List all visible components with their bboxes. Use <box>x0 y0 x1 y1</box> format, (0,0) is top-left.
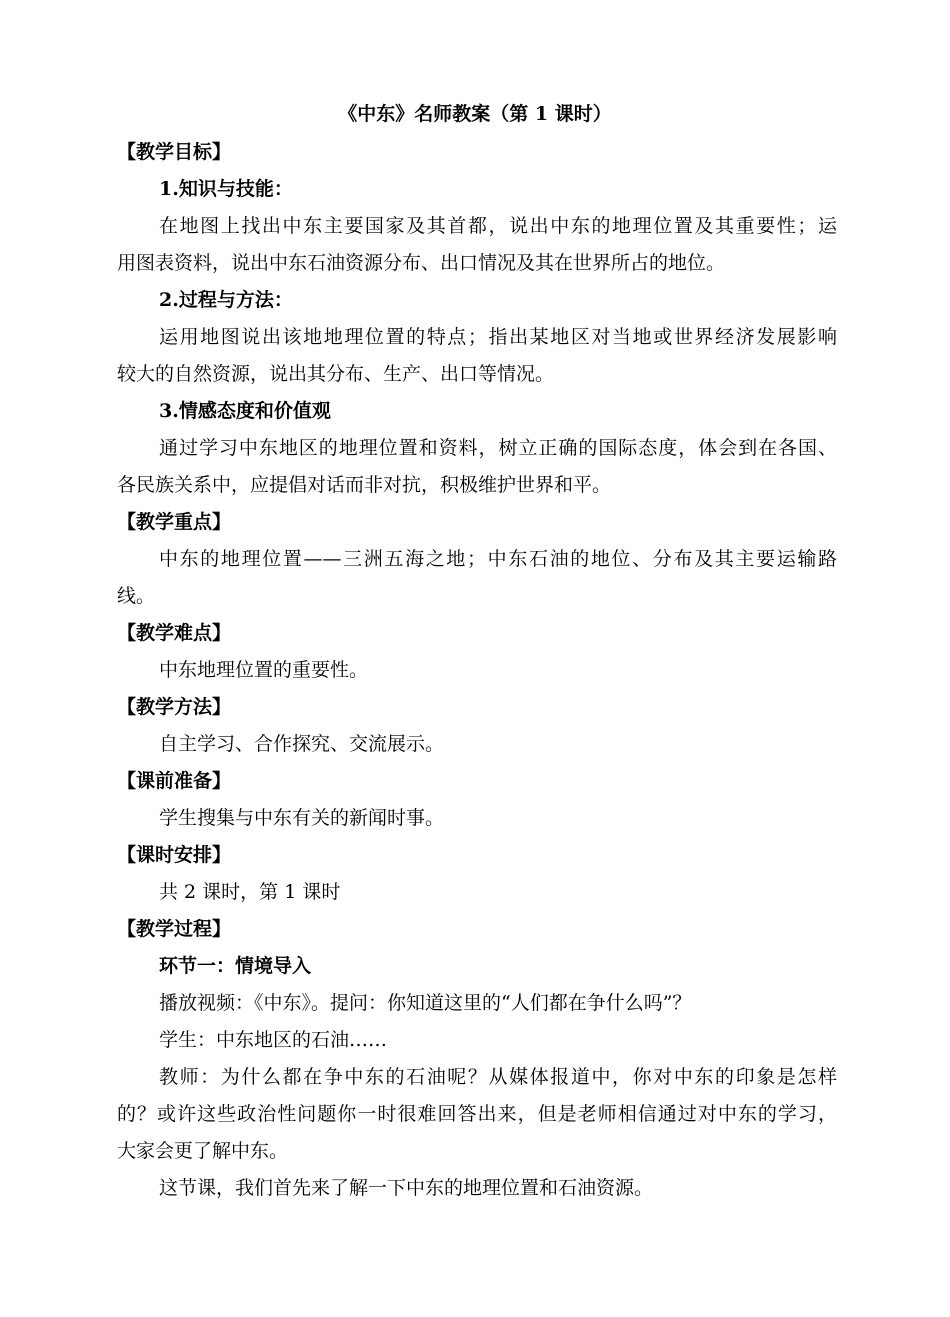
paragraph-process-line2: 较大的自然资源，说出其分布、生产、出口等情况。 <box>117 363 555 385</box>
paragraph-methods: 自主学习、合作探究、交流展示。 <box>159 733 445 755</box>
paragraph-difficulties: 中东地理位置的重要性。 <box>159 659 369 681</box>
subheading-process-method: 2.过程与方法： <box>159 289 293 311</box>
section-heading-preparation: 【课前准备】 <box>117 770 232 792</box>
section-heading-objectives: 【教学目标】 <box>117 141 232 163</box>
section-heading-methods: 【教学方法】 <box>117 696 232 718</box>
paragraph-preparation: 学生搜集与中东有关的新闻时事。 <box>159 807 445 829</box>
paragraph-values-line1: 通过学习中东地区的地理位置和资料，树立正确的国际态度，体会到在各国、 <box>159 437 837 459</box>
document-title: 《中东》名师教案（第 1 课时） <box>338 103 612 125</box>
section-heading-schedule: 【课时安排】 <box>117 844 232 866</box>
paragraph-teacher-line1: 教师：为什么都在争中东的石油呢？从媒体报道中，你对中东的印象是怎样 <box>159 1066 837 1088</box>
section-heading-key-points: 【教学重点】 <box>117 511 232 533</box>
paragraph-lesson-intro: 这节课，我们首先来了解一下中东的地理位置和石油资源。 <box>159 1177 654 1199</box>
paragraph-video-question: 播放视频：《中东》。提问：你知道这里的“人们都在争什么吗”？ <box>159 992 692 1014</box>
paragraph-knowledge-line1: 在地图上找出中东主要国家及其首都，说出中东的地理位置及其重要性；运 <box>159 215 837 237</box>
paragraph-schedule: 共 2 课时，第 1 课时 <box>159 881 341 903</box>
section-heading-difficulties: 【教学难点】 <box>117 622 232 644</box>
section-heading-process: 【教学过程】 <box>117 918 232 940</box>
subheading-values: 3.情感态度和价值观 <box>159 400 331 422</box>
paragraph-teacher-line3: 大家会更了解中东。 <box>117 1140 289 1162</box>
subheading-step1: 环节一：情境导入 <box>159 955 312 977</box>
paragraph-teacher-line2: 的？或许这些政治性问题你一时很难回答出来，但是老师相信通过对中东的学习， <box>117 1103 837 1125</box>
paragraph-key-points-line2: 线。 <box>117 585 156 607</box>
paragraph-knowledge-line2: 用图表资料，说出中东石油资源分布、出口情况及其在世界所占的地位。 <box>117 252 726 274</box>
paragraph-values-line2: 各民族关系中，应提倡对话而非对抗，积极维护世界和平。 <box>117 474 612 496</box>
paragraph-process-line1: 运用地图说出该地地理位置的特点；指出某地区对当地或世界经济发展影响 <box>159 326 837 348</box>
document-body <box>117 134 837 1207</box>
subheading-knowledge: 1.知识与技能： <box>159 178 293 200</box>
paragraph-key-points-line1: 中东的地理位置——三洲五海之地；中东石油的地位、分布及其主要运输路 <box>159 548 837 570</box>
paragraph-student-answer: 学生：中东地区的石油…… <box>159 1029 388 1051</box>
